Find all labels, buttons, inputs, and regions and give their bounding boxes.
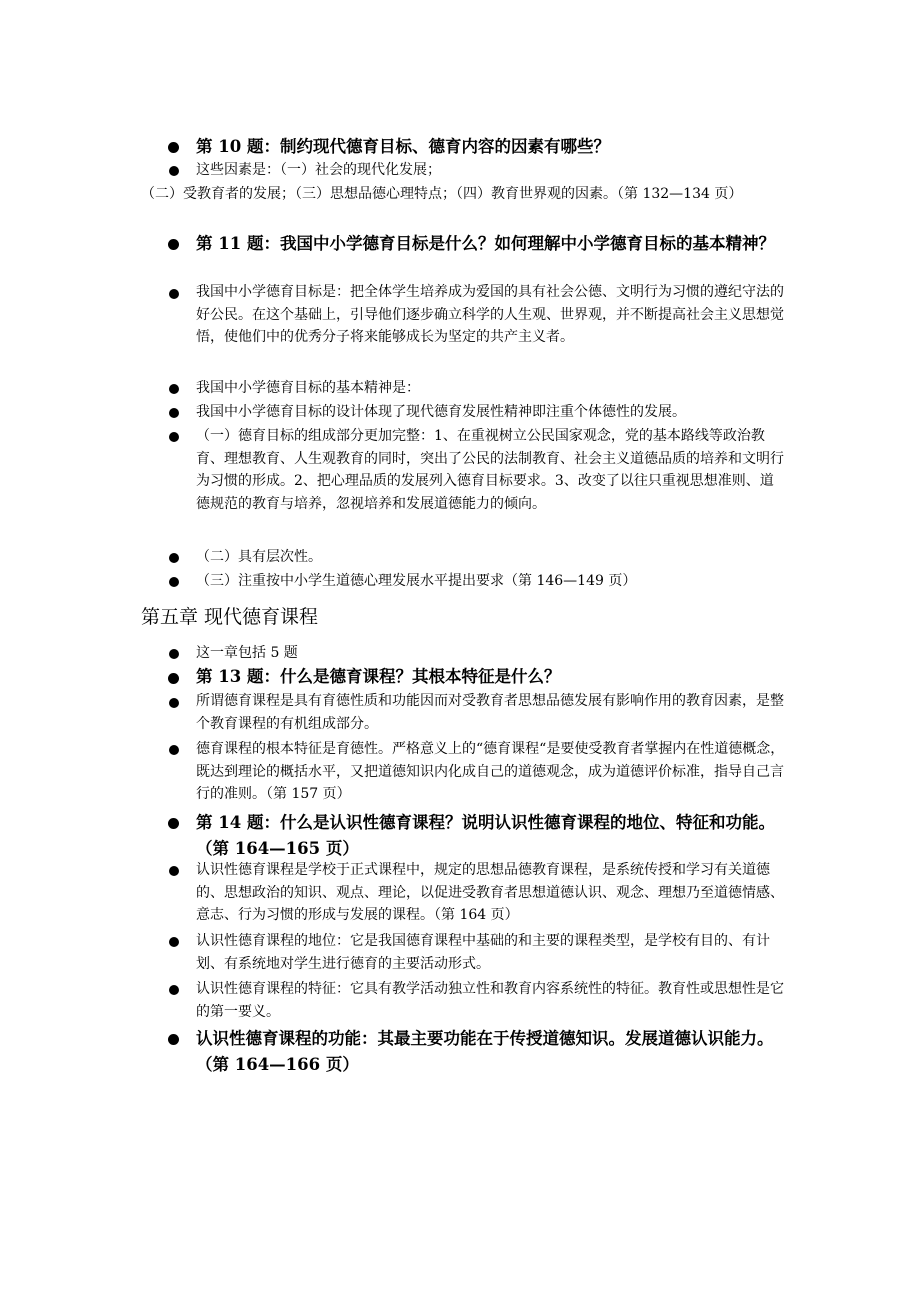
answer-text: 我国中小学德育目标是：把全体学生培养成为爱国的具有社会公德、文明行为习惯的遵纪守法的好公民。在这个基础上，引导他们逐步确立科学的人生观、世界观，并不断提高社会主义思想觉悟，使他们中的优秀分子将来能够成长为坚定的共产主义者。 [196,284,784,345]
question-heading: 第 10 题：制约现代德育目标、德育内容的因素有哪些？ [196,137,610,156]
bullet-icon [168,142,179,153]
bullet-icon [169,577,179,587]
answer-text: （一）德育目标的组成部分更加完整：1、在重视树立公民国家观念，党的基本路线等政治教育、理想教育、人生观教育的同时，突出了公民的法制教育、社会主义道德品质的培养和文明行为习惯的形成。2、把心理品质的发展列入德育目标要求。3、改变了以往只重视思想准则、道德规范的教育与培养，忽视培养和发展道德能力的倾向。 [196,428,784,512]
bullet-icon [169,745,179,755]
answer-text: （二）具有层次性。 [196,549,322,565]
answer-text: （三）注重按中小学生道德心理发展水平提出要求（第 146—149 页） [196,573,637,589]
bullet-icon [169,553,179,563]
bullet-icon [168,673,179,684]
question-heading: 第 13 题：什么是德育课程？其根本特征是什么？ [196,667,561,686]
bullet-icon [169,432,179,442]
continuation-text: （二）受教育者的发展；（三）思想品德心理特点；（四）教育世界观的因素。（第 132—134 页） [141,186,743,202]
answer-text: 所谓德育课程是具有育德性质和功能因而对受教育者思想品德发展有影响作用的教育因素，是整个教育课程的有机组成部分。 [196,693,784,732]
answer-text: 认识性德育课程是学校于正式课程中，规定的思想品德教育课程，是系统传授和学习有关道德的、思想政治的知识、观点、理论，以促进受教育者思想道德认识、观念、理想乃至道德情感、意志、行为习惯的形成与发展的课程。（第 164 页） [196,862,784,923]
answer-text: 这一章包括 5 题 [196,645,298,661]
answer-text: 德育课程的根本特征是育德性。严格意义上的“德育课程“是要使受教育者掌握内在性道德概念，既达到理论的概括水平，又把道德知识内化成自己的道德观念，成为道德评价标准，指导自己言行的准则。（第 157 页） [196,741,785,802]
bullet-icon [168,239,179,250]
bullet-icon [169,985,179,995]
chapter-heading: 第五章 现代德育课程 [141,606,319,628]
bullet-icon [168,1034,179,1045]
bullet-icon [168,818,179,829]
bullet-icon [169,866,179,876]
question-heading: 认识性德育课程的功能：其最主要功能在于传授道德知识。发展道德认识能力。（第 164—166 页） [196,1029,774,1074]
bullet-icon [169,289,179,299]
bullet-icon [169,937,179,947]
answer-text: 我国中小学德育目标的基本精神是： [196,380,420,396]
answer-text: 认识性德育课程的地位：它是我国德育课程中基础的和主要的课程类型，是学校有目的、有计划、有系统地对学生进行德育的主要活动形式。 [196,933,770,972]
question-heading: 第 11 题：我国中小学德育目标是什么？如何理解中小学德育目标的基本精神？ [196,234,775,253]
question-heading: 第 14 题：什么是认识性德育课程？说明认识性德育课程的地位、特征和功能。（第 164—165 页） [196,813,775,858]
bullet-icon [169,649,179,659]
bullet-icon [169,384,179,394]
answer-text: 我国中小学德育目标的设计体现了现代德育发展性精神即注重个体德性的发展。 [196,404,686,420]
bullet-icon [169,166,179,176]
bullet-icon [169,408,179,418]
answer-text: 认识性德育课程的特征：它具有教学活动独立性和教育内容系统性的特征。教育性或思想性是它的第一要义。 [196,981,784,1020]
answer-text: 这些因素是：（一）社会的现代化发展； [196,162,441,178]
bullet-icon [169,698,179,708]
